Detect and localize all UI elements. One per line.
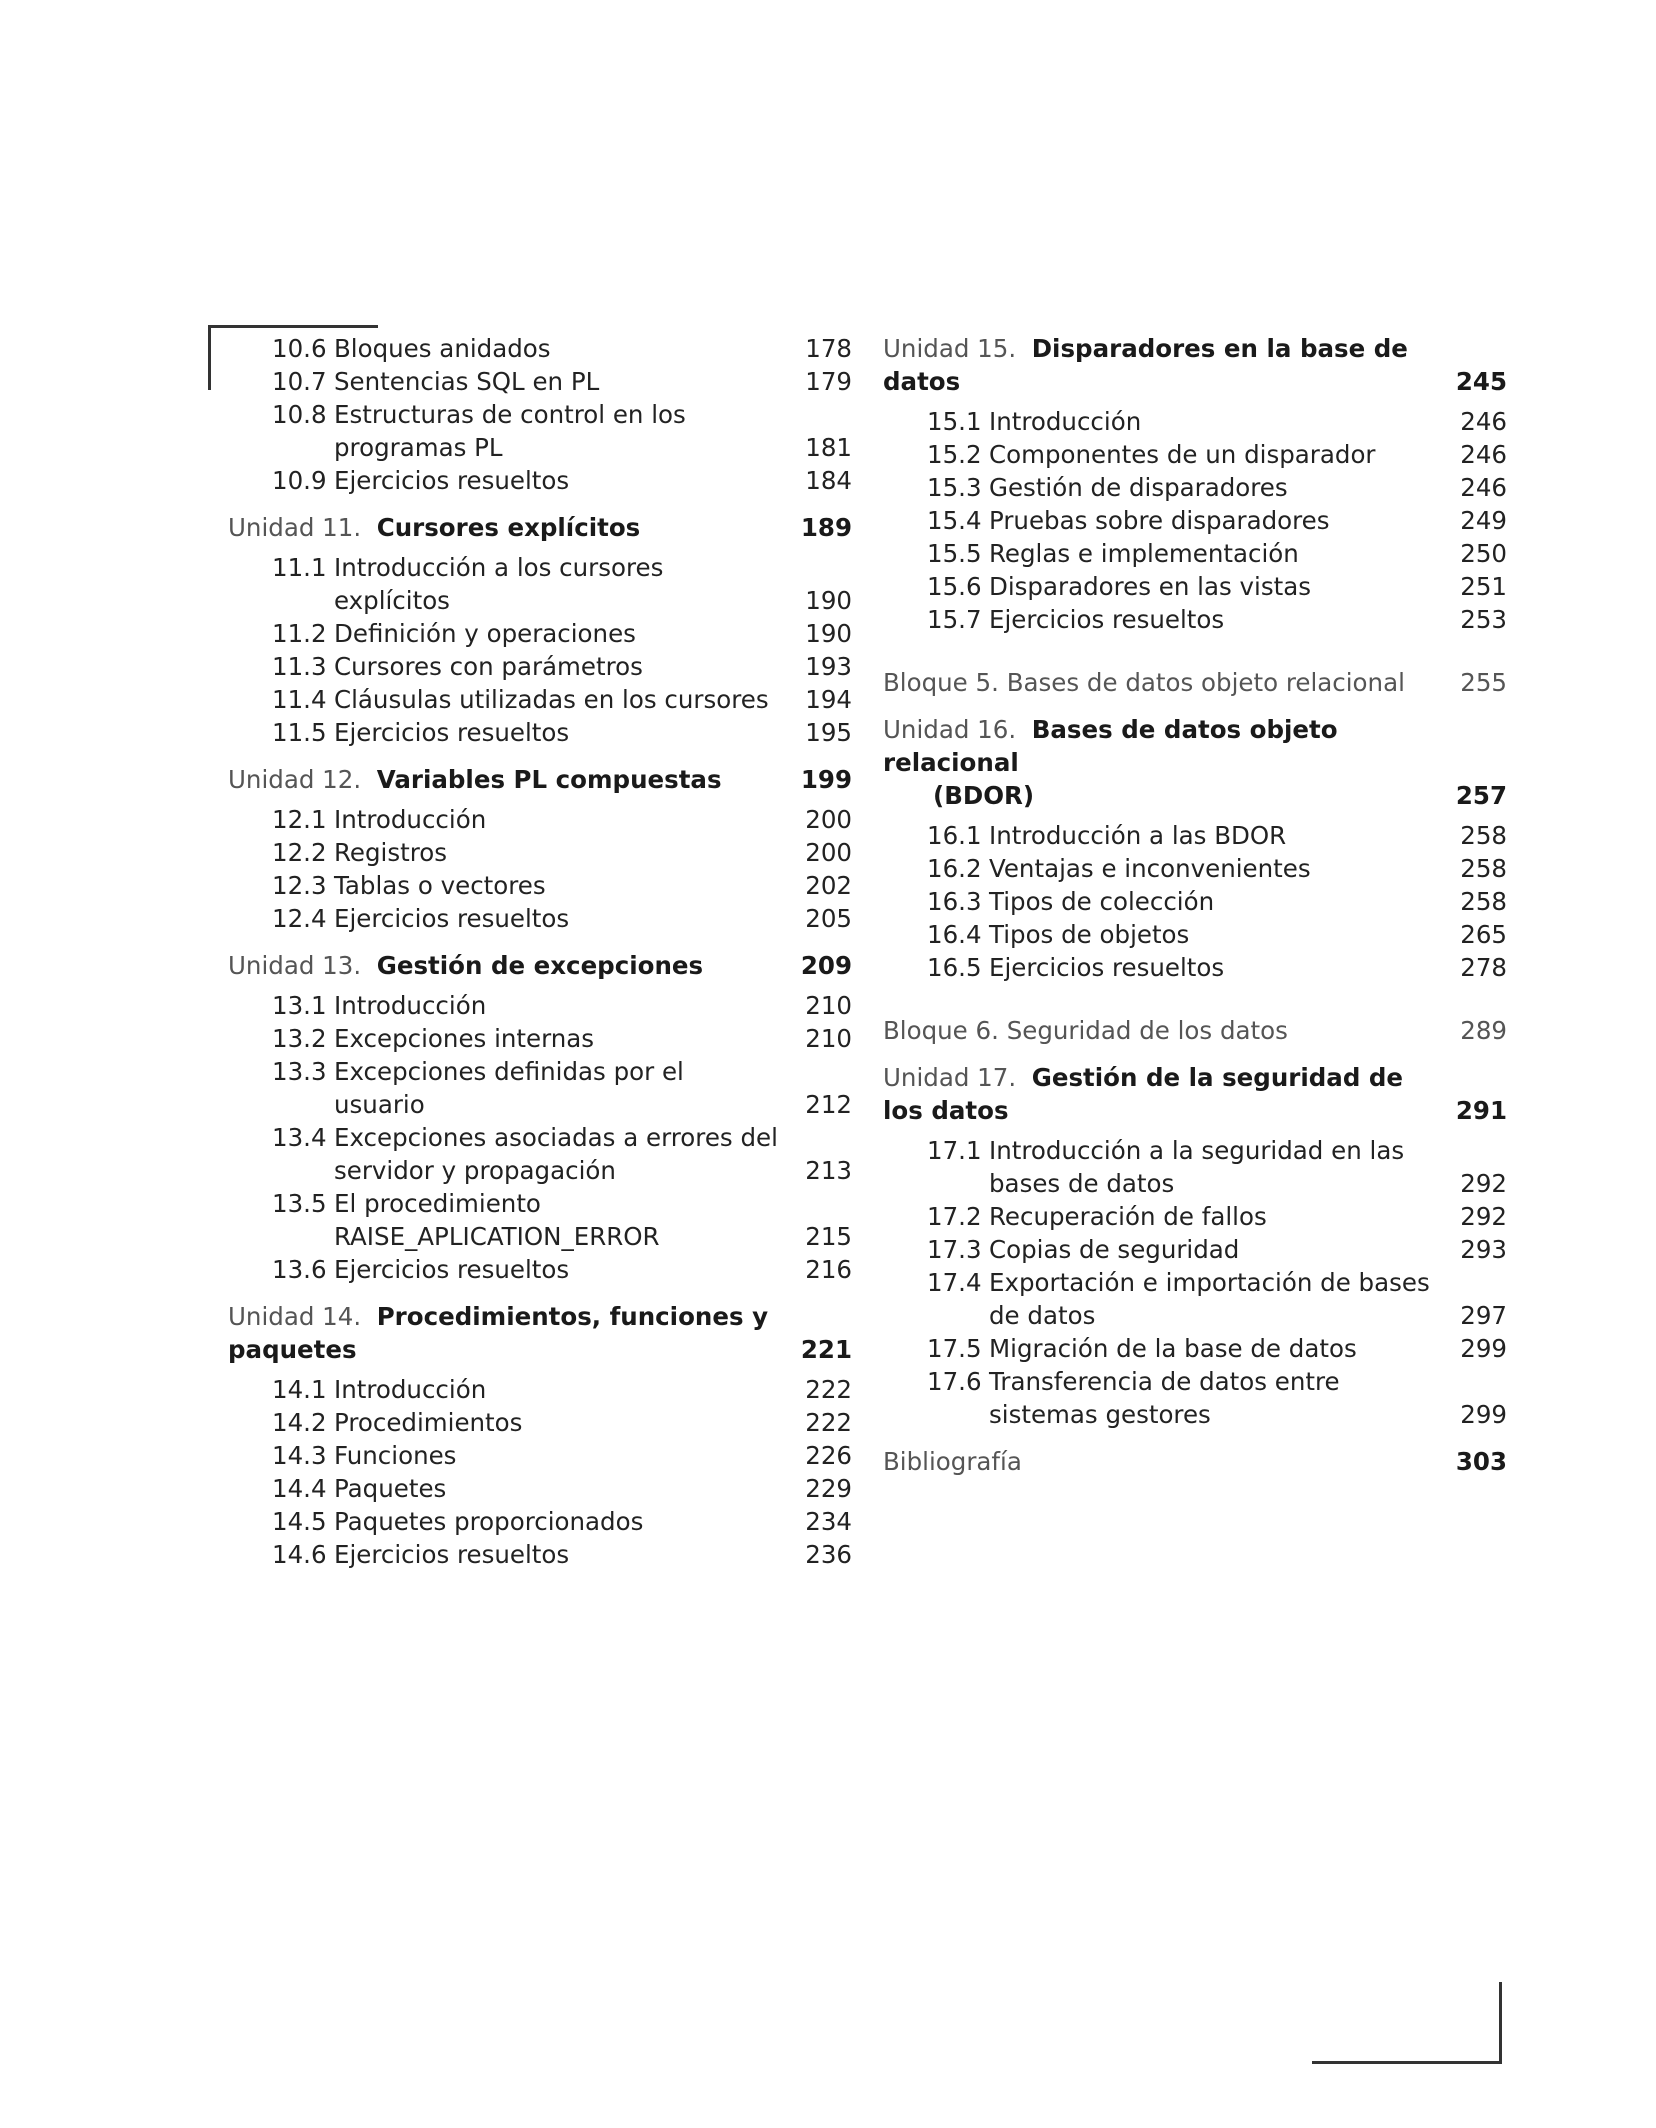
toc-entry-page: 246 <box>1460 440 1507 469</box>
toc-entry-number: 15.3 <box>927 473 982 502</box>
toc-entry-page: 190 <box>805 619 852 648</box>
toc-entry[interactable] <box>228 551 852 617</box>
toc-entry[interactable] <box>228 1505 852 1538</box>
toc-entry-page: 215 <box>805 1222 852 1251</box>
toc-entry-page: 249 <box>1460 506 1507 535</box>
toc-entry-title: Pruebas sobre disparadores <box>989 506 1330 535</box>
toc-unit-page: 245 <box>1455 367 1507 396</box>
toc-unit-title-wrap <box>883 332 1507 398</box>
toc-entry[interactable] <box>883 918 1507 951</box>
corner-mark-top-left-horizontal <box>208 325 378 328</box>
toc-entry-number: 10.8 <box>272 400 327 429</box>
toc-unit-title-wrap <box>228 1300 852 1366</box>
toc-entry-page: 202 <box>805 871 852 900</box>
toc-entry-title: Ejercicios resueltos <box>334 1255 570 1284</box>
toc-entry-number: 15.1 <box>927 407 982 436</box>
toc-entry-title: Estructuras de control en los programas PL <box>334 400 686 462</box>
toc-entry-number: 14.3 <box>272 1441 327 1470</box>
toc-entry-page: 250 <box>1460 539 1507 568</box>
toc-entry-number: 13.4 <box>272 1123 327 1152</box>
toc-entry[interactable] <box>228 1439 852 1472</box>
toc-entry-title: Funciones <box>334 1441 457 1470</box>
toc-entry[interactable] <box>228 650 852 683</box>
toc-unit-title: Cursores explícitos <box>376 513 641 542</box>
toc-entry[interactable] <box>228 365 852 398</box>
toc-entry[interactable] <box>228 1187 852 1253</box>
toc-entry-number: 11.2 <box>272 619 327 648</box>
toc-unit-page: 257 <box>1455 781 1507 810</box>
toc-entry-title: Migración de la base de datos <box>989 1334 1357 1363</box>
toc-entry-page: 181 <box>805 433 852 462</box>
toc-unit-heading[interactable] <box>883 713 1507 812</box>
toc-entry-number: 16.5 <box>927 953 982 982</box>
toc-entry-number: 10.6 <box>272 334 327 363</box>
toc-unit-label: Unidad 12. <box>228 765 362 794</box>
toc-entry-title: Introducción a los cursores explícitos <box>334 553 664 615</box>
toc-entry[interactable] <box>883 1365 1507 1431</box>
toc-unit-heading[interactable] <box>228 511 852 544</box>
toc-entry[interactable] <box>883 1200 1507 1233</box>
toc-entry-page: 236 <box>805 1540 852 1569</box>
toc-unit-page: 209 <box>800 951 852 980</box>
toc-entry[interactable] <box>228 716 852 749</box>
toc-entry-title: Excepciones asociadas a errores del servidor y propagación <box>334 1123 778 1185</box>
toc-entry-title: Ejercicios resueltos <box>989 953 1225 982</box>
toc-entry-page: 265 <box>1460 920 1507 949</box>
toc-entry-page: 212 <box>805 1090 852 1119</box>
toc-entry-number: 17.5 <box>927 1334 982 1363</box>
toc-entry[interactable] <box>883 405 1507 438</box>
toc-entry-number: 15.7 <box>927 605 982 634</box>
toc-entry-title: Paquetes proporcionados <box>334 1507 644 1536</box>
toc-entry[interactable] <box>228 1373 852 1406</box>
toc-entry-title: Introducción <box>334 805 487 834</box>
toc-entry-title: Cláusulas utilizadas en los cursores <box>334 685 769 714</box>
toc-entry[interactable] <box>883 570 1507 603</box>
toc-unit-title: Bases de datos objeto relacional <box>883 715 1338 777</box>
toc-entry-number: 15.2 <box>927 440 982 469</box>
toc-entry-page: 292 <box>1460 1169 1507 1198</box>
toc-entry-title: Introducción <box>989 407 1142 436</box>
toc-unit-page: 221 <box>800 1335 852 1364</box>
toc-entry[interactable] <box>228 1022 852 1055</box>
toc-entry-title: Bloques anidados <box>334 334 551 363</box>
toc-entry-number: 14.1 <box>272 1375 327 1404</box>
toc-entry-number: 17.6 <box>927 1367 982 1396</box>
toc-entry-page: 246 <box>1460 473 1507 502</box>
toc-bibliography-title: Bibliografía <box>883 1447 1022 1476</box>
toc-entry-title: El procedimiento RAISE_APLICATION_ERROR <box>334 1189 660 1251</box>
toc-entry-page: 234 <box>805 1507 852 1536</box>
toc-entry[interactable] <box>883 819 1507 852</box>
toc-unit-label: Unidad 11. <box>228 513 362 542</box>
toc-entry-page: 194 <box>805 685 852 714</box>
toc-unit-title-continued: (BDOR) <box>933 781 1035 810</box>
toc-entry-page: 210 <box>805 1024 852 1053</box>
toc-entry-number: 14.4 <box>272 1474 327 1503</box>
toc-entry-page: 216 <box>805 1255 852 1284</box>
toc-entry-title: Copias de seguridad <box>989 1235 1240 1264</box>
toc-entry-number: 11.5 <box>272 718 327 747</box>
toc-unit-label: Unidad 16. <box>883 715 1017 744</box>
toc-entry-page: 229 <box>805 1474 852 1503</box>
toc-entry-page: 253 <box>1460 605 1507 634</box>
toc-entry-number: 12.3 <box>272 871 327 900</box>
toc-entry-page: 292 <box>1460 1202 1507 1231</box>
toc-entry-title: Ejercicios resueltos <box>334 904 570 933</box>
toc-entry-page: 200 <box>805 805 852 834</box>
toc-block-title: Bloque 6. Seguridad de los datos <box>883 1016 1288 1045</box>
toc-entry-number: 13.6 <box>272 1255 327 1284</box>
toc-unit-heading[interactable] <box>228 1300 852 1366</box>
toc-entry[interactable] <box>883 1332 1507 1365</box>
toc-entry-number: 13.2 <box>272 1024 327 1053</box>
toc-entry-title: Procedimientos <box>334 1408 523 1437</box>
toc-entry[interactable] <box>228 1253 852 1286</box>
toc-entry-number: 14.2 <box>272 1408 327 1437</box>
toc-unit-label: Unidad 14. <box>228 1302 362 1331</box>
toc-unit-title: Procedimientos, funciones y paquetes <box>228 1302 769 1364</box>
toc-right-column <box>883 332 1507 1478</box>
toc-entry-number: 15.6 <box>927 572 982 601</box>
toc-entry-title: Introducción <box>334 991 487 1020</box>
toc-entry-number: 16.4 <box>927 920 982 949</box>
toc-entry-title: Transferencia de datos entre sistemas gestores <box>989 1367 1340 1429</box>
toc-entry-page: 297 <box>1460 1301 1507 1330</box>
toc-entry-number: 13.5 <box>272 1189 327 1218</box>
toc-unit-title-wrap <box>883 1061 1507 1127</box>
toc-entry-number: 10.7 <box>272 367 327 396</box>
toc-entry-title: Definición y operaciones <box>334 619 636 648</box>
toc-entry[interactable] <box>883 537 1507 570</box>
toc-entry-page: 226 <box>805 1441 852 1470</box>
toc-unit-title: Disparadores en la base de datos <box>883 334 1408 396</box>
toc-entry-number: 14.6 <box>272 1540 327 1569</box>
toc-block-heading[interactable] <box>883 666 1507 699</box>
toc-entry-number: 15.5 <box>927 539 982 568</box>
toc-entry-page: 293 <box>1460 1235 1507 1264</box>
toc-entry-title: Ejercicios resueltos <box>334 718 570 747</box>
toc-unit-label: Unidad 15. <box>883 334 1017 363</box>
toc-block-page: 289 <box>1460 1016 1507 1045</box>
corner-mark-bottom-right-horizontal <box>1312 2061 1502 2064</box>
toc-entry-title: Paquetes <box>334 1474 447 1503</box>
corner-mark-bottom-right-vertical <box>1499 1982 1502 2064</box>
toc-entry[interactable] <box>883 951 1507 984</box>
toc-entry[interactable] <box>228 1121 852 1187</box>
toc-entry-number: 15.4 <box>927 506 982 535</box>
toc-entry-title: Tablas o vectores <box>334 871 546 900</box>
toc-entry-number: 17.1 <box>927 1136 982 1165</box>
toc-entry-number: 12.4 <box>272 904 327 933</box>
toc-entry-title: Recuperación de fallos <box>989 1202 1267 1231</box>
toc-entry-title: Exportación e importación de bases de datos <box>989 1268 1430 1330</box>
toc-entry[interactable] <box>228 1538 852 1571</box>
toc-entry[interactable] <box>883 471 1507 504</box>
toc-unit-heading[interactable] <box>883 1061 1507 1127</box>
toc-entry[interactable] <box>883 504 1507 537</box>
toc-entry[interactable] <box>228 332 852 365</box>
toc-entry[interactable] <box>228 617 852 650</box>
toc-entry[interactable] <box>883 852 1507 885</box>
toc-unit-page: 291 <box>1455 1096 1507 1125</box>
toc-entry[interactable] <box>228 803 852 836</box>
toc-entry-page: 258 <box>1460 887 1507 916</box>
toc-unit-heading[interactable] <box>883 332 1507 398</box>
toc-entry-page: 251 <box>1460 572 1507 601</box>
toc-entry-number: 16.1 <box>927 821 982 850</box>
toc-entry-title: Excepciones internas <box>334 1024 595 1053</box>
toc-entry-number: 13.1 <box>272 991 327 1020</box>
toc-entry-number: 11.3 <box>272 652 327 681</box>
toc-entry-title: Ejercicios resueltos <box>334 466 570 495</box>
toc-entry[interactable] <box>883 1233 1507 1266</box>
toc-entry-number: 16.3 <box>927 887 982 916</box>
toc-unit-label: Unidad 13. <box>228 951 362 980</box>
toc-entry-page: 222 <box>805 1375 852 1404</box>
toc-unit-heading[interactable] <box>228 763 852 796</box>
toc-entry-number: 17.3 <box>927 1235 982 1264</box>
toc-entry[interactable] <box>883 1266 1507 1332</box>
toc-entry-title: Ejercicios resueltos <box>334 1540 570 1569</box>
toc-entry-title: Componentes de un disparador <box>989 440 1376 469</box>
toc-entry-title: Introducción a las BDOR <box>989 821 1287 850</box>
toc-unit-title-wrap <box>228 511 852 544</box>
toc-entry-number: 12.1 <box>272 805 327 834</box>
toc-unit-page: 189 <box>800 513 852 542</box>
toc-unit-title-wrap <box>228 763 852 796</box>
toc-block-title: Bloque 5. Bases de datos objeto relacional <box>883 668 1405 697</box>
toc-entry[interactable] <box>228 836 852 869</box>
corner-mark-top-left-vertical <box>208 325 211 390</box>
toc-entry-page: 184 <box>805 466 852 495</box>
toc-entry-number: 14.5 <box>272 1507 327 1536</box>
toc-entry[interactable] <box>228 683 852 716</box>
toc-entry-number: 16.2 <box>927 854 982 883</box>
toc-entry-page: 222 <box>805 1408 852 1437</box>
toc-unit-title: Variables PL compuestas <box>376 765 722 794</box>
toc-entry-page: 213 <box>805 1156 852 1185</box>
toc-entry[interactable] <box>228 902 852 935</box>
toc-unit-title-wrap <box>228 949 852 982</box>
toc-entry[interactable] <box>228 1472 852 1505</box>
toc-entry-title: Sentencias SQL en PL <box>334 367 600 396</box>
toc-entry-page: 299 <box>1460 1400 1507 1429</box>
toc-unit-title: Gestión de la seguridad de los datos <box>883 1063 1404 1125</box>
toc-entry-title: Tipos de colección <box>989 887 1215 916</box>
toc-entry-page: 258 <box>1460 854 1507 883</box>
toc-entry-number: 17.2 <box>927 1202 982 1231</box>
toc-entry-title: Disparadores en las vistas <box>989 572 1312 601</box>
toc-bibliography-page: 303 <box>1455 1447 1507 1476</box>
toc-unit-page: 199 <box>800 765 852 794</box>
toc-block-page: 255 <box>1460 668 1507 697</box>
toc-unit-label: Unidad 17. <box>883 1063 1017 1092</box>
toc-entry[interactable] <box>228 464 852 497</box>
toc-unit-title-wrap <box>883 713 1507 779</box>
toc-entry-page: 193 <box>805 652 852 681</box>
toc-block-heading[interactable] <box>883 1014 1507 1047</box>
toc-entry-title: Tipos de objetos <box>989 920 1190 949</box>
toc-entry-page: 278 <box>1460 953 1507 982</box>
toc-entry-number: 12.2 <box>272 838 327 867</box>
toc-entry-number: 11.1 <box>272 553 327 582</box>
toc-entry-page: 299 <box>1460 1334 1507 1363</box>
toc-entry[interactable] <box>228 1406 852 1439</box>
toc-entry[interactable] <box>883 885 1507 918</box>
toc-entry-title: Excepciones definidas por el usuario <box>334 1057 684 1119</box>
toc-entry[interactable] <box>883 603 1507 636</box>
toc-entry-page: 210 <box>805 991 852 1020</box>
toc-entry-page: 200 <box>805 838 852 867</box>
toc-entry-page: 258 <box>1460 821 1507 850</box>
toc-entry-number: 10.9 <box>272 466 327 495</box>
toc-bibliography[interactable] <box>883 1445 1507 1478</box>
toc-entry-page: 179 <box>805 367 852 396</box>
toc-left-column <box>228 332 852 1571</box>
toc-entry-title: Ejercicios resueltos <box>989 605 1225 634</box>
toc-unit-title: Gestión de excepciones <box>376 951 704 980</box>
toc-entry-page: 195 <box>805 718 852 747</box>
toc-entry[interactable] <box>883 1134 1507 1200</box>
toc-entry-title: Registros <box>334 838 448 867</box>
toc-entry-page: 205 <box>805 904 852 933</box>
toc-entry-number: 13.3 <box>272 1057 327 1086</box>
toc-entry-page: 178 <box>805 334 852 363</box>
toc-entry-number: 17.4 <box>927 1268 982 1297</box>
toc-entry-title: Introducción <box>334 1375 487 1404</box>
toc-entry-page: 190 <box>805 586 852 615</box>
toc-unit-heading[interactable] <box>228 949 852 982</box>
toc-entry[interactable] <box>228 398 852 464</box>
toc-entry-title: Gestión de disparadores <box>989 473 1288 502</box>
toc-entry-number: 11.4 <box>272 685 327 714</box>
toc-entry[interactable] <box>883 438 1507 471</box>
toc-entry[interactable] <box>228 989 852 1022</box>
toc-entry-title: Reglas e implementación <box>989 539 1299 568</box>
toc-entry[interactable] <box>228 869 852 902</box>
toc-entry[interactable] <box>228 1055 852 1121</box>
toc-entry-title: Cursores con parámetros <box>334 652 643 681</box>
toc-entry-title: Introducción a la seguridad en las bases de datos <box>989 1136 1405 1198</box>
toc-entry-title: Ventajas e inconvenientes <box>989 854 1311 883</box>
toc-entry-page: 246 <box>1460 407 1507 436</box>
